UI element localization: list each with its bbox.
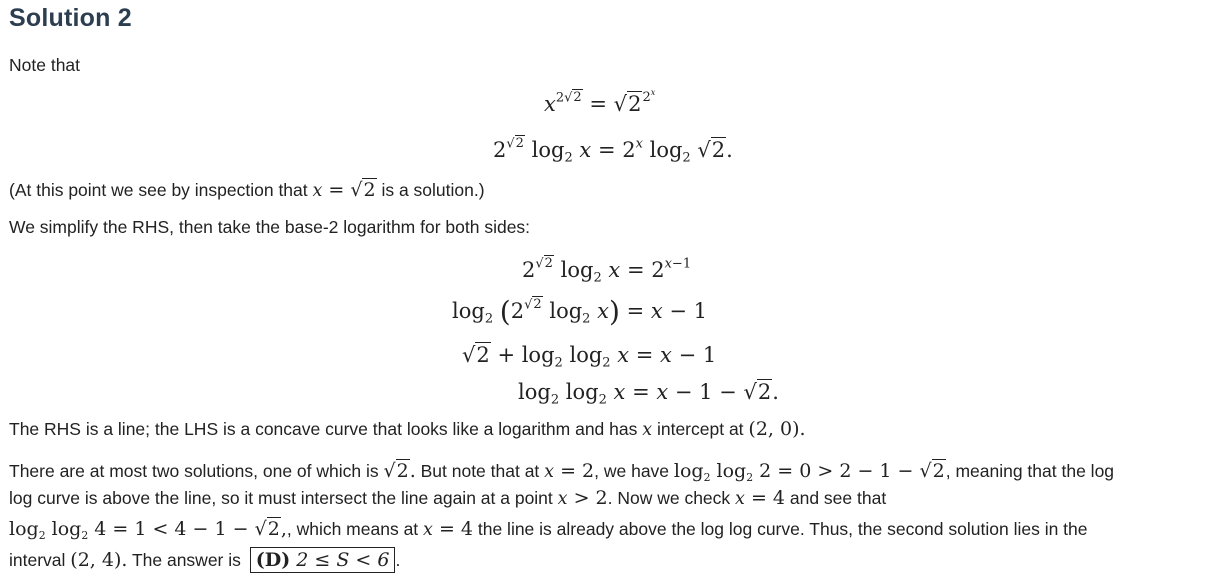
- equation-5: $√2 + \log_2 \log_2 x = x - 1$: [462, 343, 717, 371]
- check-text: $\log_2 \log_2 4 = 1 < 4 - 1 - √2$,, which means at x = 4 the line is already above the log log curve. Thus, the second solution lies in the: [9, 518, 1088, 542]
- equation-3: $2^{√2}$ $\log_2 x = 2^{x-1}$: [522, 256, 692, 286]
- inspection-text: (At this point we see by inspection that x = √2 is a solution.): [9, 179, 485, 201]
- equation-1: $x^{2√2} = √2^{2^x}$: [544, 88, 656, 116]
- equation-4: $\log_2 (2^{√2}$ $\log_2 x) = x - 1$: [452, 295, 708, 328]
- intersect-text: log curve is above the line, so it must intersect the line again at a point x > 2. Now we check x = 4 and see that: [9, 487, 887, 509]
- solution-heading: Solution 2: [9, 4, 132, 32]
- at-most-text: There are at most two solutions, one of which is √2. But note that at x = 2, we have $\log_2 \log_2 2 = 0 > 2 - 1 - √2$, meaning that the log: [9, 460, 1115, 484]
- answer-box: (D) 2 ≤ S < 6: [250, 547, 396, 573]
- answer-text: interval (2, 4). The answer is (D) 2 ≤ S < 6 .: [9, 549, 401, 571]
- equation-6: $\log_2 \log_2 x = x - 1 - √2$.: [518, 380, 779, 408]
- rhs-line-text: The RHS is a line; the LHS is a concave curve that looks like a logarithm and has x intercept at (2, 0).: [9, 418, 806, 440]
- note-that-text: Note that: [9, 55, 81, 75]
- equation-2: $2^{√2}$ $\log_2 x = 2^x$ $\log_2 √2$.: [493, 136, 733, 166]
- simplify-text: We simplify the RHS, then take the base-2 logarithm for both sides:: [9, 217, 531, 237]
